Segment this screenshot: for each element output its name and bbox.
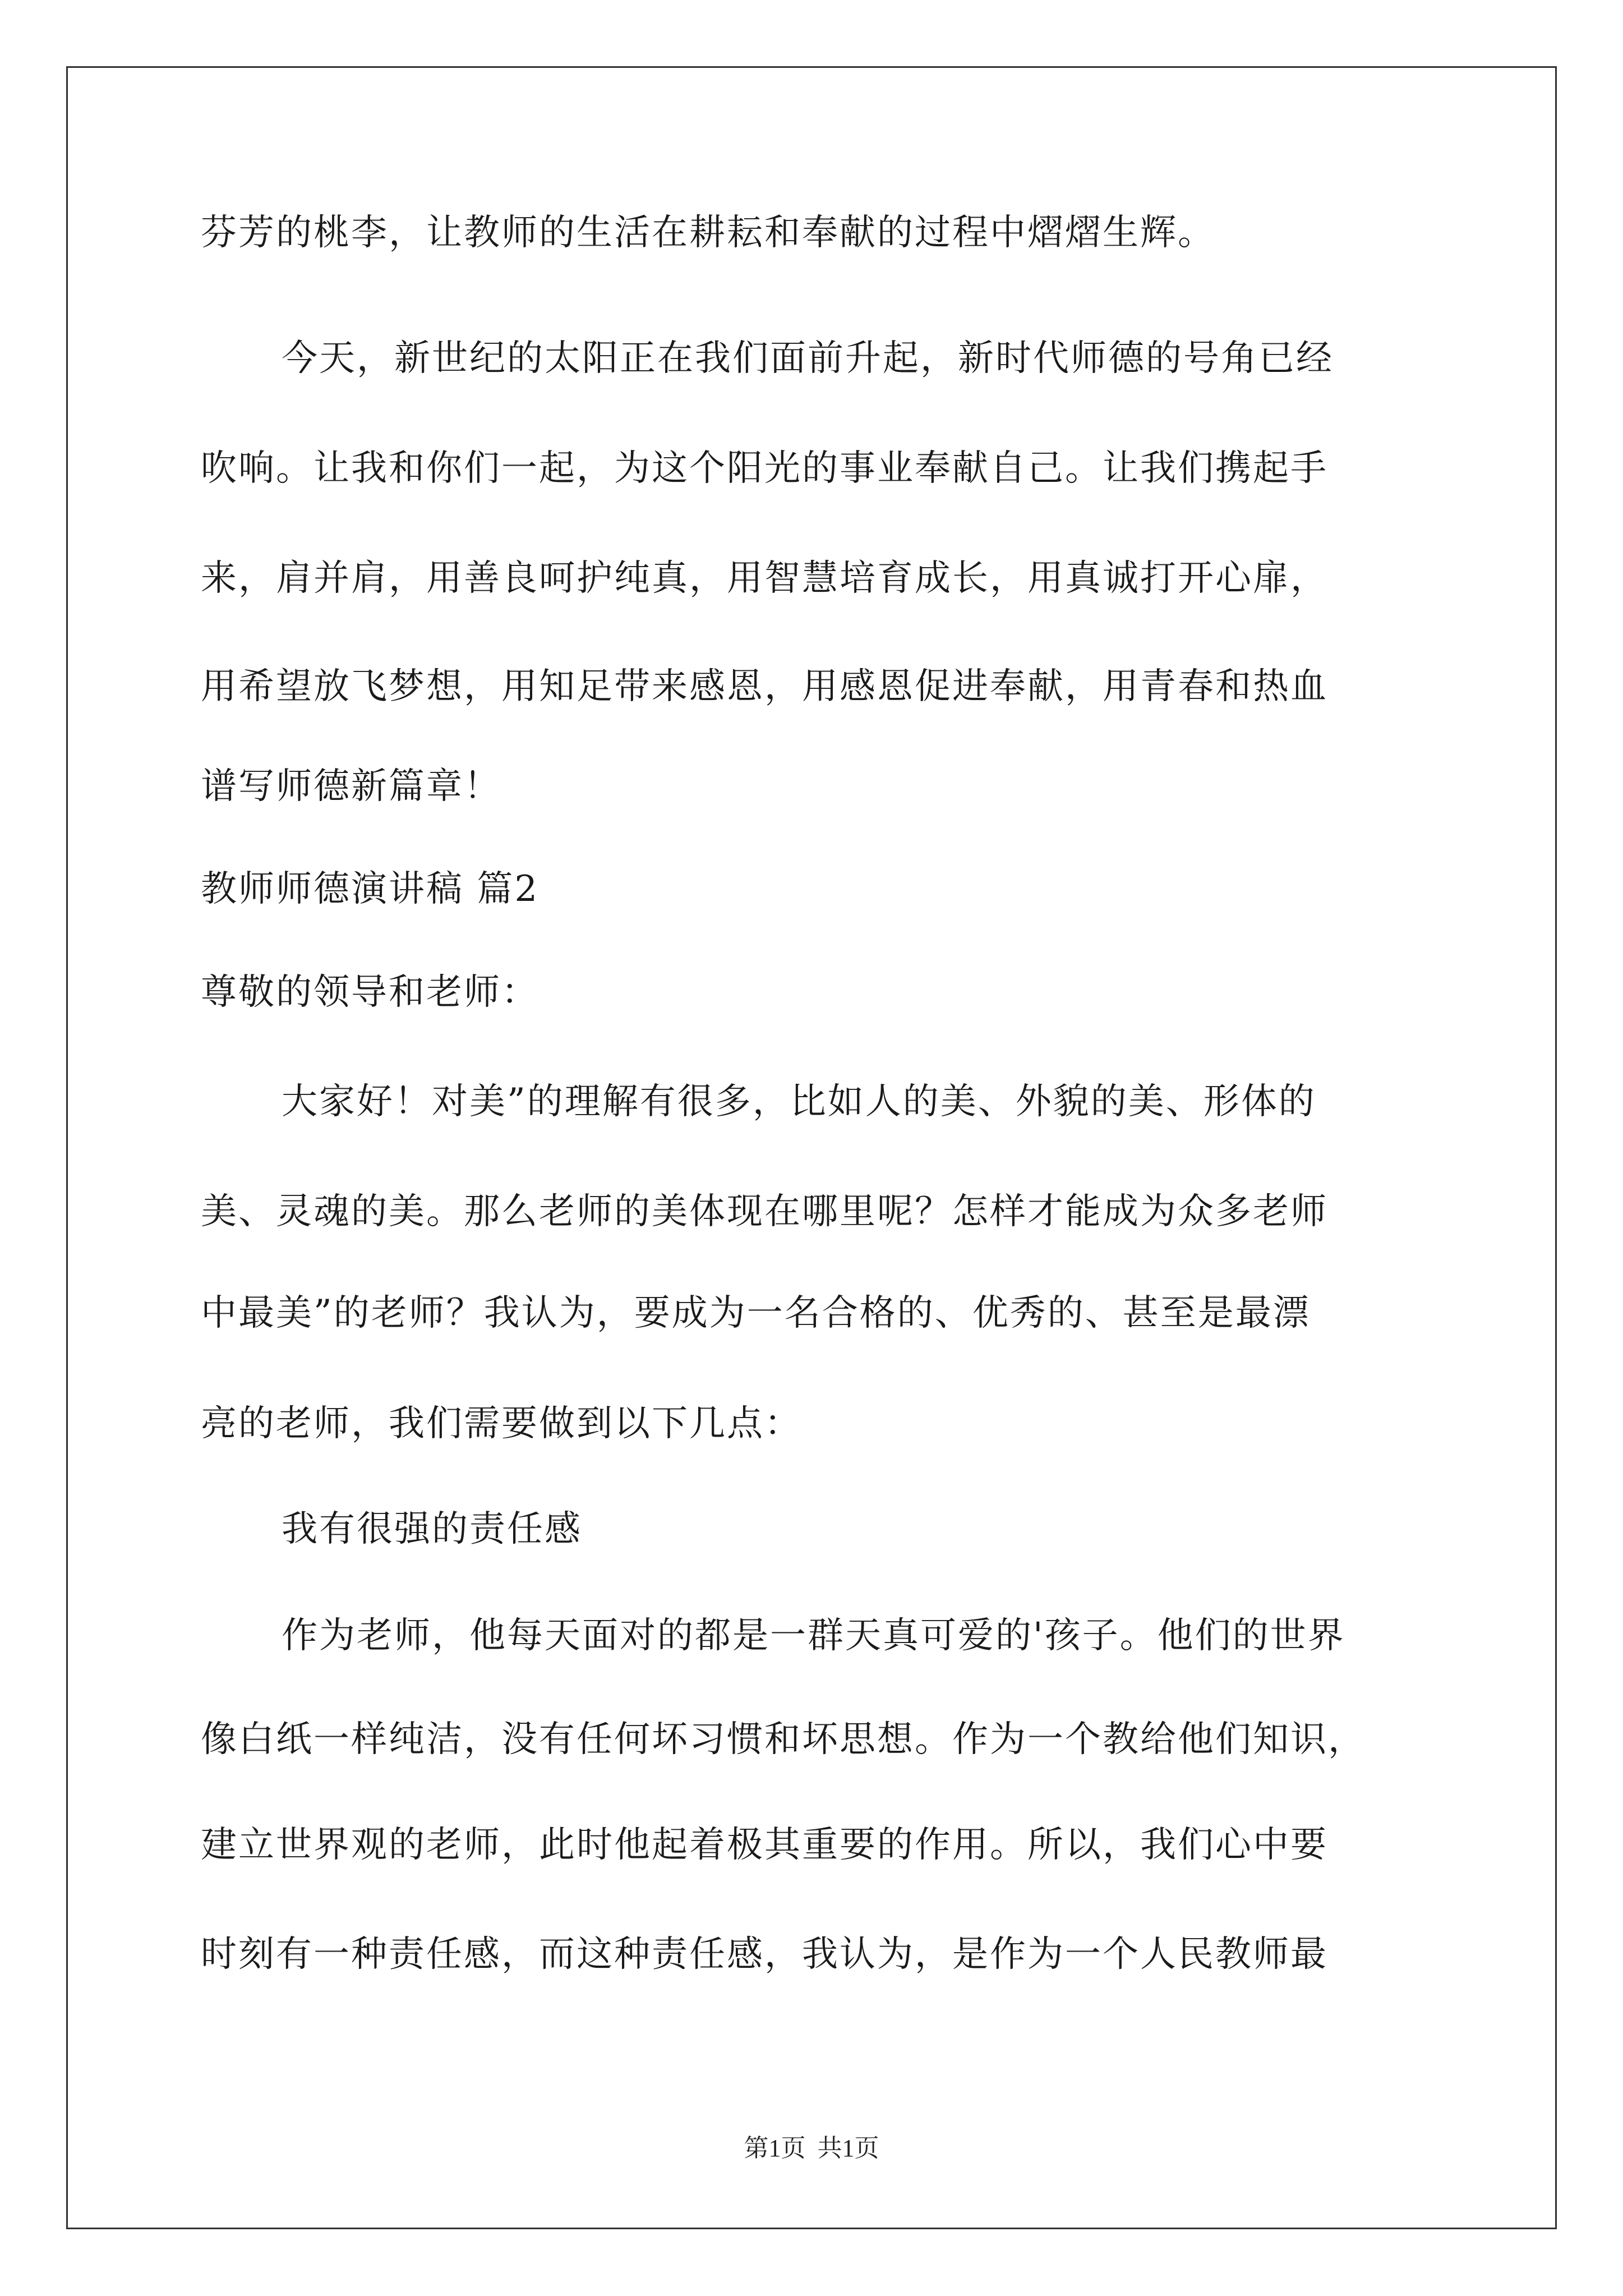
text-line: 今天，新世纪的太阳正在我们面前升起，新时代师德的号角已经 (282, 338, 1334, 379)
text-line: 来，肩并肩，用善良呵护纯真，用智慧培育成长，用真诚打开心扉， (201, 558, 1328, 599)
text-line: 中最美”的老师？我认为，要成为一名合格的、优秀的、甚至是最漂 (201, 1292, 1311, 1334)
text-line: 谱写师德新篇章！ (201, 766, 501, 807)
text-line: 美、灵魂的美。那么老师的美体现在哪里呢？怎样才能成为众多老师 (201, 1191, 1328, 1232)
text-line: 大家好！对美”的理解有很多，比如人的美、外貌的美、形体的 (282, 1081, 1316, 1122)
page-footer: 第1页 共1页 (744, 2134, 879, 2162)
section-heading: 教师师德演讲稿 篇2 (201, 868, 540, 910)
text-line: 吹响。让我和你们一起，为这个阳光的事业奉献自己。让我们携起手 (201, 448, 1328, 489)
text-line: 芬芳的桃李，让教师的生活在耕耘和奉献的过程中熠熠生辉。 (201, 212, 1215, 254)
text-line: 像白纸一样纯洁，没有任何坏习惯和坏思想。作为一个教给他们知识， (201, 1719, 1366, 1760)
subheading: 我有很强的责任感 (282, 1508, 582, 1550)
text-line: 用希望放飞梦想，用知足带来感恩，用感恩促进奉献，用青春和热血 (201, 666, 1328, 707)
text-line: 作为老师，他每天面对的都是一群天真可爱的'孩子。他们的世界 (282, 1615, 1345, 1657)
page-border (66, 66, 1557, 2229)
text-line: 亮的老师，我们需要做到以下几点： (201, 1403, 802, 1444)
salutation: 尊敬的领导和老师： (201, 972, 539, 1013)
text-line: 建立世界观的老师，此时他起着极其重要的作用。所以，我们心中要 (201, 1824, 1328, 1866)
text-line: 时刻有一种责任感，而这种责任感，我认为，是作为一个人民教师最 (201, 1934, 1328, 1975)
